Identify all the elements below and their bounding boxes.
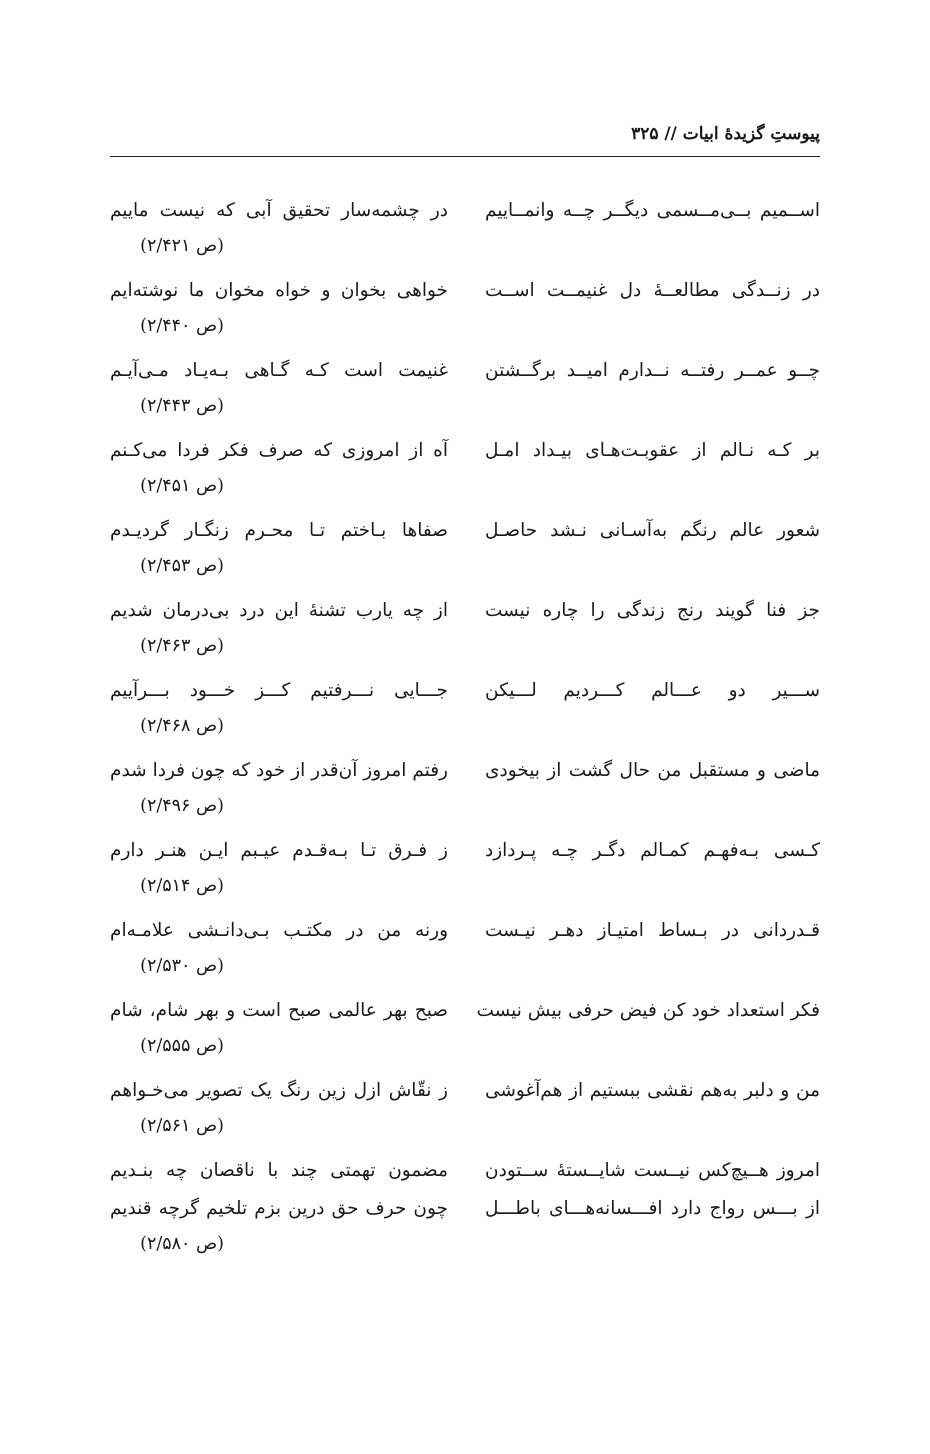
page-reference: (ص ۲/۵۸۰) (140, 1234, 224, 1254)
page-reference: (ص ۲/۴۹۶) (140, 796, 224, 816)
first-hemistich: چــو عمــر رفتــه نــدارم امیــد برگــشتن (485, 360, 820, 381)
verse (110, 1072, 820, 1152)
page-reference: (ص ۲/۴۲۱) (140, 236, 224, 256)
second-hemistich: مضمون تهمتی چند با ناقصان چه بنـدیم (110, 1160, 448, 1181)
page-reference: (ص ۲/۵۵۵) (140, 1036, 224, 1056)
verse (110, 1152, 820, 1270)
running-header (110, 118, 820, 157)
second-hemistich: رفتم امروز آن‌قدر از خود که چون فردا شدم (110, 760, 448, 781)
reference-row (110, 950, 820, 992)
second-hemistich: ورنه من در مکتـب بـی‌دانـشی علامـه‌ام (110, 920, 448, 941)
verse-line (110, 432, 820, 470)
reference-row (110, 1110, 820, 1152)
first-hemistich: بر کـه نـالم از عقوبـت‌هـای بیـداد امـل (485, 440, 820, 461)
verse (110, 352, 820, 432)
verse-line (110, 1190, 820, 1228)
verse (110, 432, 820, 512)
verse-line (110, 992, 820, 1030)
verse-line (110, 272, 820, 310)
reference-row (110, 470, 820, 512)
second-hemistich: آه از امروزی که صرف فکر فردا می‌کـنم (110, 440, 448, 461)
second-hemistich: در چشمه‌سار تحقیق آبی که نیست ماییم (110, 200, 448, 221)
reference-row (110, 550, 820, 592)
second-hemistich: چون حرف حق درین بزم تلخیم گرچه قندیم (110, 1198, 448, 1219)
second-hemistich: ز فـرق تـا بـه‌قـدم عیـبم ایـن هنـر دارم (110, 840, 448, 861)
page-reference: (ص ۲/۵۳۰) (140, 956, 224, 976)
reference-row (110, 310, 820, 352)
verse (110, 752, 820, 832)
verse (110, 672, 820, 752)
reference-row (110, 1030, 820, 1072)
first-hemistich: من و دلبر به‌هم نقشی ببستیم از هم‌آغوشی (485, 1080, 820, 1101)
first-hemistich: از بـــس رواج دارد افـــسانه‌هـــای باطـــل (485, 1198, 820, 1219)
first-hemistich: شعور عالم رنگم به‌آسـانی نـشد حاصـل (485, 520, 820, 541)
first-hemistich: فکر استعداد خود کن فیض حرفی بیش نیست (476, 1000, 820, 1021)
reference-row (110, 230, 820, 272)
second-hemistich: غنیمت است کـه گـاهی بـه‌یـاد مـی‌آیـم (110, 360, 448, 381)
verse (110, 992, 820, 1072)
header-title: پیوستِ گزیدهٔ ابیات // ۳۲۵ (631, 124, 820, 144)
first-hemistich: ســـیر دو عـــالم کـــردیم لـــیکن (485, 680, 820, 701)
page-reference: (ص ۲/۴۴۳) (140, 396, 224, 416)
verse (110, 512, 820, 592)
second-hemistich: جـــایی نـــرفتیم کـــز خـــود بـــرآییم (110, 680, 448, 701)
reference-row (110, 870, 820, 912)
verse-list (110, 192, 820, 1270)
page-reference: (ص ۲/۴۵۱) (140, 476, 224, 496)
reference-row (110, 390, 820, 432)
page-reference: (ص ۲/۵۱۴) (140, 876, 224, 896)
first-hemistich: قـدردانی در بـساط امتیـاز دهـر نیـست (485, 920, 820, 941)
verse-line (110, 672, 820, 710)
reference-row (110, 1228, 820, 1270)
verse (110, 832, 820, 912)
first-hemistich: امروز هــیچ‌کس نیــست شایــستهٔ ســتودن (485, 1160, 820, 1181)
page-reference: (ص ۲/۵۶۱) (140, 1116, 224, 1136)
verse-line (110, 192, 820, 230)
verse-line (110, 512, 820, 550)
first-hemistich: در زنــدگی مطالعــهٔ دل غنیمــت اســت (485, 280, 820, 301)
verse-line (110, 832, 820, 870)
first-hemistich: کـسی بـه‌فهـم کمـالم دگـر چـه پـردازد (485, 840, 820, 861)
verse-line (110, 752, 820, 790)
verse-line (110, 912, 820, 950)
first-hemistich: ماضی و مستقبل من حال گشت از بیخودی (485, 760, 820, 781)
second-hemistich: صفاها بـاختم تـا محـرم زنگـار گردیـدم (110, 520, 448, 541)
page-reference: (ص ۲/۴۴۰) (140, 316, 224, 336)
verse-line (110, 592, 820, 630)
second-hemistich: خواهی بخوان و خواه مخوان ما نوشته‌ایم (110, 280, 448, 301)
first-hemistich: اســمیم بــی‌مــسمی دیگــر چــه وانمــاییم (485, 200, 820, 221)
reference-row (110, 710, 820, 752)
verse (110, 592, 820, 672)
second-hemistich: صبح بهر عالمی صبح است و بهر شام، شام (110, 1000, 448, 1021)
verse (110, 912, 820, 992)
verse-line (110, 352, 820, 390)
verse-line (110, 1072, 820, 1110)
verse (110, 192, 820, 272)
second-hemistich: ز نقّاش ازل زین رنگ یک تصویر می‌خـواهم (110, 1080, 448, 1101)
verse-line (110, 1152, 820, 1190)
first-hemistich: جز فنا گویند رنج زندگی را چاره نیست (485, 600, 820, 621)
reference-row (110, 630, 820, 672)
page-reference: (ص ۲/۴۵۳) (140, 556, 224, 576)
second-hemistich: از چه یارب تشنهٔ این درد بی‌درمان شدیم (110, 600, 448, 621)
verse (110, 272, 820, 352)
page-reference: (ص ۲/۴۶۸) (140, 716, 224, 736)
page-reference: (ص ۲/۴۶۳) (140, 636, 224, 656)
reference-row (110, 790, 820, 832)
